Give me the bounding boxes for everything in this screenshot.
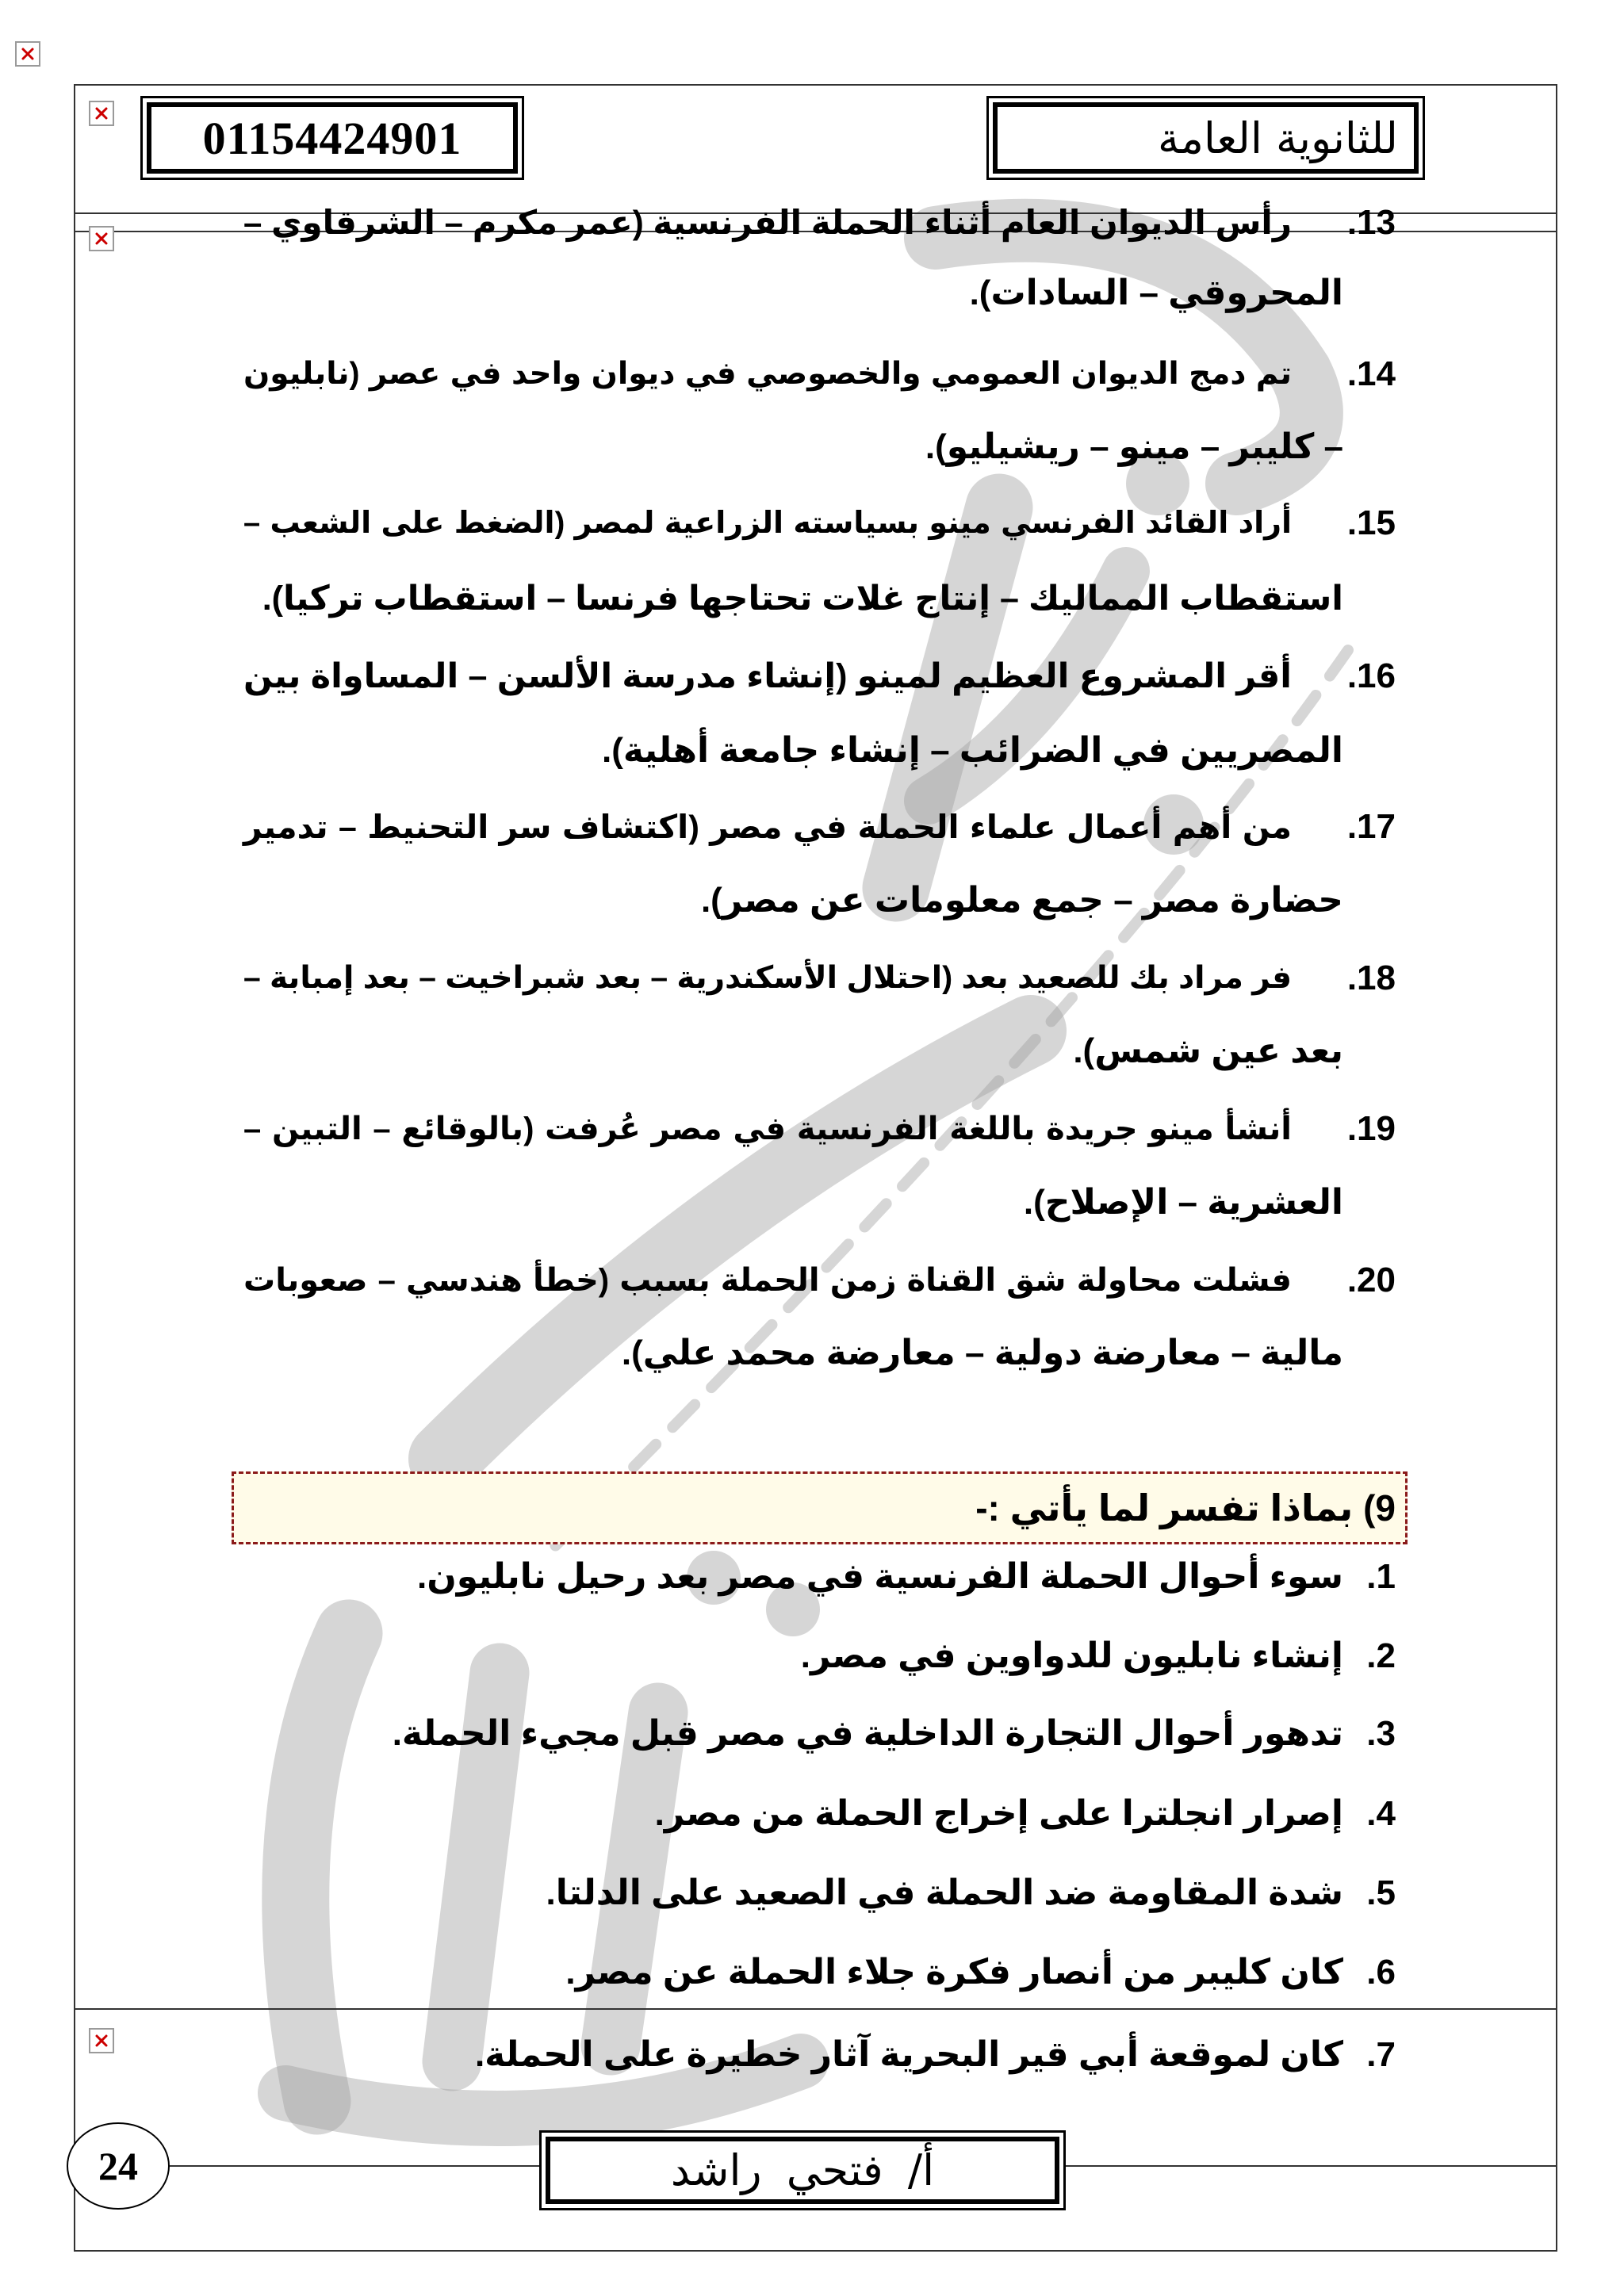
item-text-line: بعد عين شمس).	[1073, 1031, 1343, 1070]
explain-number: 3.	[1366, 1714, 1396, 1753]
explain-item: تدهور أحوال التجارة الداخلية في مصر قبل مجيء الحملة.	[392, 1714, 1343, 1753]
explain-item: إصرار انجلترا على إخراج الحملة من مصر.	[654, 1794, 1343, 1833]
item-number: 18.	[1346, 959, 1396, 997]
item-text-line: أقر المشروع العظيم لمينو (إنشاء مدرسة الألسن – المساواة بين	[243, 657, 1292, 695]
item-text-line: تم دمج الديوان العمومي والخصوصي في ديوان واحد في عصر (نابليون	[243, 357, 1292, 391]
section-title: 9) بماذا تفسر لما يأتي :-	[975, 1487, 1396, 1529]
item-number: 13.	[1346, 203, 1396, 242]
explain-item: إنشاء نابليون للدواوين في مصر.	[800, 1636, 1343, 1675]
item-number: 17.	[1346, 807, 1396, 846]
explain-number: 1.	[1366, 1557, 1396, 1596]
author-box	[539, 2130, 1066, 2210]
item-text-line: حضارة مصر – جمع معلومات عن مصر).	[700, 881, 1343, 920]
item-text-line: المحروقي – السادات).	[969, 274, 1343, 312]
header-title: للثانوية العامة	[1158, 113, 1398, 163]
explain-number: 6.	[1366, 1953, 1396, 1992]
explain-item: كان كليبر من أنصار فكرة جلاء الحملة عن مصر.	[565, 1953, 1343, 1992]
item-text-line: فر مراد بك للصعيد بعد (احتلال الأسكندرية – بعد شبراخيت – بعد إمبابة –	[243, 961, 1292, 995]
item-text-line: فشلت محاولة شق القناة زمن الحملة بسبب (خطأ هندسي – صعوبات	[243, 1263, 1292, 1298]
item-text-line: أراد القائد الفرنسي مينو بسياسته الزراعية لمصر (الضغط على الشعب –	[243, 507, 1292, 540]
explain-item: شدة المقاومة ضد الحملة في الصعيد على الدلتا.	[546, 1873, 1343, 1912]
page-number: 24	[98, 2144, 138, 2188]
explain-item: سوء أحوال الحملة الفرنسية في مصر بعد رحيل نابليون.	[416, 1557, 1343, 1596]
author-name: أ/ فتحي راشد	[670, 2145, 935, 2195]
item-number: 16.	[1346, 656, 1396, 695]
explain-number: 7.	[1366, 2035, 1396, 2074]
item-number: 14.	[1346, 354, 1396, 393]
explain-item: كان لموقعة أبي قير البحرية آثار خطيرة على الحملة.	[474, 2035, 1343, 2074]
item-text-line: من أهم أعمال علماء الحملة في مصر (اكتشاف سر التحنيط – تدمير	[243, 809, 1292, 845]
item-number: 15.	[1346, 503, 1396, 542]
explain-number: 2.	[1366, 1636, 1396, 1675]
item-text-line: – كليبر – مينو – ريشيليو).	[925, 427, 1343, 466]
phone-number: 01154424901	[202, 112, 462, 164]
page-number-badge	[67, 2122, 170, 2210]
item-number: 20.	[1346, 1261, 1396, 1299]
item-text-line: رأس الديوان العام أثناء الحملة الفرنسية (عمر مكرم – الشرقاوي –	[243, 204, 1292, 241]
item-number: 19.	[1346, 1109, 1396, 1148]
item-text-line: أنشأ مينو جريدة باللغة الفرنسية في مصر عُرفت (بالوقائع – التبين –	[243, 1112, 1292, 1146]
item-text-line: مالية – معارضة دولية – معارضة محمد علي).	[621, 1334, 1343, 1372]
explain-number: 5.	[1366, 1873, 1396, 1912]
item-text-line: استقطاب المماليك – إنتاج غلات تحتاجها فرنسا – استقطاب تركيا).	[262, 580, 1343, 618]
item-text-line: العشرية – الإصلاح).	[1023, 1183, 1343, 1222]
item-text-line: المصريين في الضرائب – إنشاء جامعة أهلية).	[601, 731, 1343, 770]
explain-number: 4.	[1366, 1794, 1396, 1833]
